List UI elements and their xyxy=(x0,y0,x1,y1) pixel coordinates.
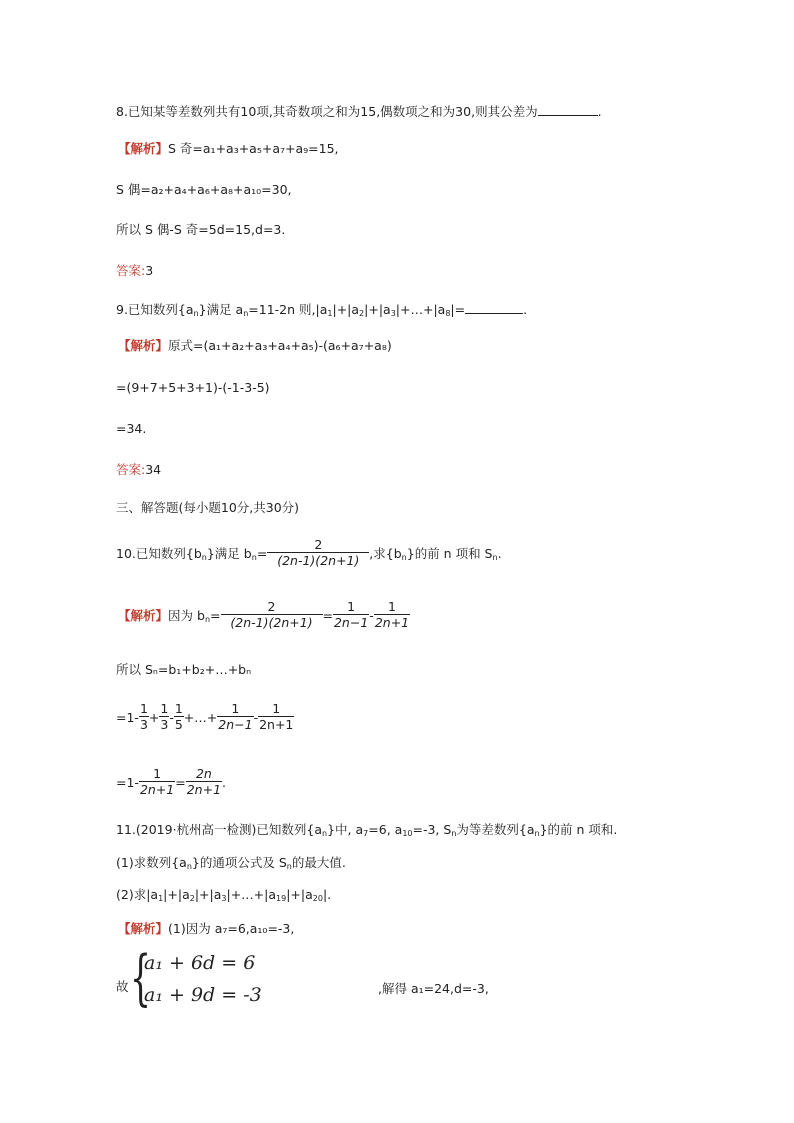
fraction: $\frac{2}{(2n-1)(2n+1)}$ xyxy=(221,599,323,630)
q10-telescope: =1- $\frac{1}{3}$ + $\frac{1}{3}$ - $\frac{1}{5}$ +…+ $\frac{1}{2n-1}$ - $\frac{1}{2n+1}$ xyxy=(116,701,294,732)
analysis-tag: 【解析】 xyxy=(118,921,169,936)
fraction: $\frac{2}{(2n-1)(2n+1)}$ xyxy=(267,537,369,568)
q11-stem: 11.(2019·杭州高一检测)已知数列$\{a_n\}$中, $a_7=6$, $a_{10}=-3$, $S_n$为等差数列$\{a_n\}$的前 n 项和. xyxy=(116,822,618,838)
fraction: $\frac{1}{2n+1}$ xyxy=(374,599,410,630)
q10-stem: 10.已知数列$\{b_n\}$满足 $b_n=$ $\frac{2}{(2n-1)(2n+1)}$ ,求$\{b_n\}$的前 n 项和 $S_n$. xyxy=(116,537,502,568)
q8-analysis-3: 所以 S 偶-S 奇=5d=15,d=3. xyxy=(116,222,286,237)
left-brace: { xyxy=(130,943,152,1013)
q11-analysis-1: 【解析】(1)因为 a₇=6,a₁₀=-3, xyxy=(118,921,295,936)
analysis-tag: 【解析】 xyxy=(118,338,169,353)
fraction: $\frac{1}{2n-1}$ xyxy=(333,599,369,630)
answer-blank xyxy=(465,302,523,314)
q8-analysis-1: 【解析】S 奇=a₁+a₃+a₅+a₇+a₉=15, xyxy=(118,141,339,156)
q10-sum-line: 所以 Sₙ=b₁+b₂+…+bₙ xyxy=(116,662,252,677)
q9-analysis-1: 【解析】原式=(a₁+a₂+a₃+a₄+a₅)-(a₆+a₇+a₈) xyxy=(118,338,392,353)
equation-2: a₁ + 9d = -3 xyxy=(144,984,262,1006)
q11-part1: (1)求数列$\{a_n\}$的通项公式及 $S_n$的最大值. xyxy=(116,855,346,871)
answer-blank xyxy=(538,104,598,116)
q11-part2: (2)求$|a_1|+|a_2|+|a_3|+\dots+|a_{19}|+|a_{20}|$. xyxy=(116,887,332,903)
equation-1: a₁ + 6d = 6 xyxy=(144,952,256,974)
fraction: $\frac{1}{3}$ xyxy=(139,701,148,732)
fraction: $\frac{2n}{2n+1}$ xyxy=(186,766,222,797)
q8-stem: 8.已知某等差数列共有10项,其奇数项之和为15,偶数项之和为30,则其公差为 . xyxy=(116,104,602,119)
q8-analysis-2: S 偶=a₂+a₄+a₆+a₈+a₁₀=30, xyxy=(116,182,292,197)
q9-analysis-3: =34. xyxy=(116,421,147,436)
analysis-tag: 【解析】 xyxy=(118,608,169,623)
solution-text: ,解得 a₁=24,d=-3, xyxy=(378,981,489,996)
q9-stem: 9.已知数列$\{a_n\}$满足 $a_n=11-2n$ 则$,|a_1|+|a_2|+|a_3|+\dots+|a_8|=$ . xyxy=(116,302,528,318)
fraction: $\frac{1}{5}$ xyxy=(174,701,183,732)
analysis-tag: 【解析】 xyxy=(118,141,169,156)
q10-analysis-1: 【解析】因为 $b_n=$ $\frac{2}{(2n-1)(2n+1)}$ = $\frac{1}{2n-1}$ - $\frac{1}{2n+1}$ xyxy=(118,599,410,630)
fraction: $\frac{1}{2n-1}$ xyxy=(218,701,253,732)
q10-result: =1- $\frac{1}{2n+1}$ = $\frac{2n}{2n+1}$ . xyxy=(116,766,227,797)
fraction: $\frac{1}{2n+1}$ xyxy=(259,701,294,732)
section-heading: 三、解答题(每小题10分,共30分) xyxy=(116,500,300,515)
fraction: $\frac{1}{3}$ xyxy=(160,701,169,732)
q8-answer: 答案:3 xyxy=(116,263,154,278)
q9-answer: 答案:34 xyxy=(116,462,162,477)
q9-analysis-2: =(9+7+5+3+1)-(-1-3-5) xyxy=(116,380,270,395)
fraction: $\frac{1}{2n+1}$ xyxy=(139,766,175,797)
